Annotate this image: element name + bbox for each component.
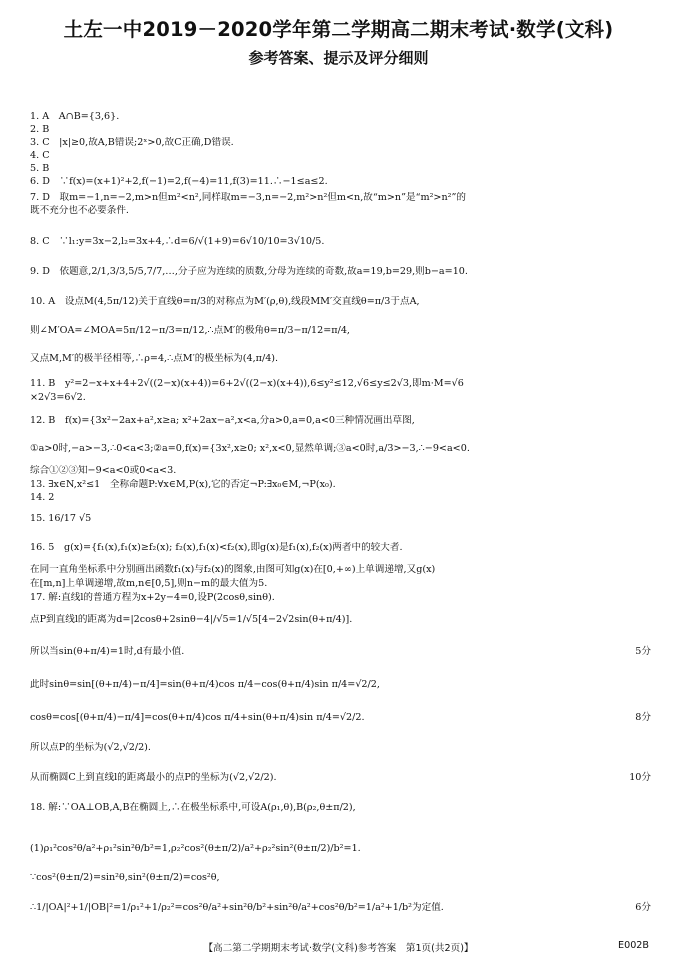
answer-line: 11. B y²=2−x+x+4+2√((2−x)(x+4))=6+2√((2−x)(x+4)),6≤y²≤12,√6≤y≤2√3,即m·M=√6 bbox=[30, 378, 464, 389]
page-title: 土左一中2019－2020学年第二学期高二期末考试·数学(文科) bbox=[63, 18, 614, 41]
answer-line: 综合①②③知−9<a<0或0<a<3. bbox=[30, 465, 177, 476]
answer-line: 7. D 取m=−1,n=−2,m>n但m²<n²,同样取m=−3,n=−2,m²>n²但m<n,故“m>n”是“m²>n²”的 bbox=[30, 192, 466, 203]
answer-line: 3. C |x|≥0,故A,B错误;2ˣ>0,故C正确,D错误. bbox=[30, 137, 234, 148]
answer-line: 又点M,M′的极半径相等,∴ρ=4,∴点M′的极坐标为(4,π/4). bbox=[30, 353, 279, 364]
answer-line: 14. 2 bbox=[30, 492, 55, 503]
score-mark: 5分 bbox=[635, 646, 651, 657]
answer-line: 在[m,n]上单调递增,故m,n∈[0,5],则n−m的最大值为5. bbox=[30, 578, 268, 589]
answer-line: ①a>0时,−a>−3,∴0<a<3;②a=0,f(x)={3x²,x≥0; x²,x<0,显然单调;③a<0时,a/3>−3,∴−9<a<0. bbox=[30, 443, 470, 454]
answer-line: 所以点P的坐标为(√2,√2/2). bbox=[30, 742, 151, 753]
answer-line: 16. 5 g(x)={f₁(x),f₁(x)≥f₂(x); f₂(x),f₁(x)<f₂(x),即g(x)是f₁(x),f₂(x)两者中的较大者. bbox=[30, 542, 403, 553]
answer-line: 10. A 设点M(4,5π/12)关于直线θ=π/3的对称点为M′(ρ,θ),线段MM′交直线θ=π/3于点A, bbox=[30, 296, 420, 307]
answer-line: 则∠M′OA=∠MOA=5π/12−π/3=π/12,∴点M′的极角θ=π/3−π/12=π/4, bbox=[30, 325, 350, 336]
answer-line: 点P到直线l的距离为d=|2cosθ+2sinθ−4|/√5=1/√5[4−2√2sin(θ+π/4)]. bbox=[30, 614, 353, 625]
answer-line: 此时sinθ=sin[(θ+π/4)−π/4]=sin(θ+π/4)cos π/4−cos(θ+π/4)sin π/4=√2/2, bbox=[30, 679, 380, 690]
answer-line: 8. C ∵l₁:y=3x−2,l₂=3x+4,∴d=6/√(1+9)=6√10/10=3√10/5. bbox=[30, 236, 325, 247]
answer-line: 既不充分也不必要条件. bbox=[30, 205, 129, 216]
document-code: E002B bbox=[618, 940, 649, 951]
score-mark: 8分 bbox=[635, 712, 651, 723]
answer-line: 12. B f(x)={3x²−2ax+a²,x≥a; x²+2ax−a²,x<a,分a>0,a=0,a<0三种情况画出草图, bbox=[30, 415, 415, 426]
answer-line: 13. ∃x∈N,x²≤1 全称命题P:∀x∈M,P(x),它的否定¬P:∃x₀∈M,¬P(x₀). bbox=[30, 479, 336, 490]
answer-line: 17. 解:直线l的普通方程为x+2y−4=0,设P(2cosθ,sinθ). bbox=[30, 592, 275, 603]
answer-line: 在同一直角坐标系中分别画出函数f₁(x)与f₂(x)的图象,由图可知g(x)在[0,+∞)上单调递增,又g(x) bbox=[30, 564, 436, 575]
answer-line: cosθ=cos[(θ+π/4)−π/4]=cos(θ+π/4)cos π/4+sin(θ+π/4)sin π/4=√2/2. bbox=[30, 712, 365, 723]
answer-line: 15. 16/17 √5 bbox=[30, 513, 92, 524]
answer-line: 18. 解:∵OA⊥OB,A,B在椭圆上,∴在极坐标系中,可设A(ρ₁,θ),B(ρ₂,θ±π/2), bbox=[30, 802, 356, 813]
score-mark: 6分 bbox=[635, 902, 651, 913]
answer-line: 所以当sin(θ+π/4)=1时,d有最小值. bbox=[30, 646, 185, 657]
answer-line: 2. B bbox=[30, 124, 50, 135]
answer-line: 从而椭圆C上到直线l的距离最小的点P的坐标为(√2,√2/2). bbox=[30, 772, 277, 783]
answer-line: ∴1/|OA|²+1/|OB|²=1/ρ₁²+1/ρ₂²=cos²θ/a²+sin²θ/b²+sin²θ/a²+cos²θ/b²=1/a²+1/b²为定值. bbox=[30, 902, 444, 913]
answer-line: ×2√3=6√2. bbox=[30, 392, 86, 403]
answer-line: 4. C bbox=[30, 150, 50, 161]
answer-line: 5. B bbox=[30, 163, 50, 174]
score-mark: 10分 bbox=[629, 772, 651, 783]
answer-line: 6. D ∵f(x)=(x+1)²+2,f(−1)=2,f(−4)=11,f(3)=11.∴−1≤a≤2. bbox=[30, 176, 328, 187]
page-footer: 【高二第二学期期末考试·数学(文科)参考答案 第1页(共2页)】 bbox=[203, 943, 474, 954]
answer-line: ∵cos²(θ±π/2)=sin²θ,sin²(θ±π/2)=cos²θ, bbox=[30, 872, 220, 883]
answer-line: (1)ρ₁²cos²θ/a²+ρ₁²sin²θ/b²=1,ρ₂²cos²(θ±π/2)/a²+ρ₂²sin²(θ±π/2)/b²=1. bbox=[30, 843, 361, 854]
answer-line: 1. A A∩B={3,6}. bbox=[30, 111, 120, 122]
answer-line: 9. D 依题意,2/1,3/3,5/5,7/7,…,分子应为连续的质数,分母为连续的奇数,故a=19,b=29,则b−a=10. bbox=[30, 266, 468, 277]
page-subtitle: 参考答案、提示及评分细则 bbox=[248, 49, 429, 67]
